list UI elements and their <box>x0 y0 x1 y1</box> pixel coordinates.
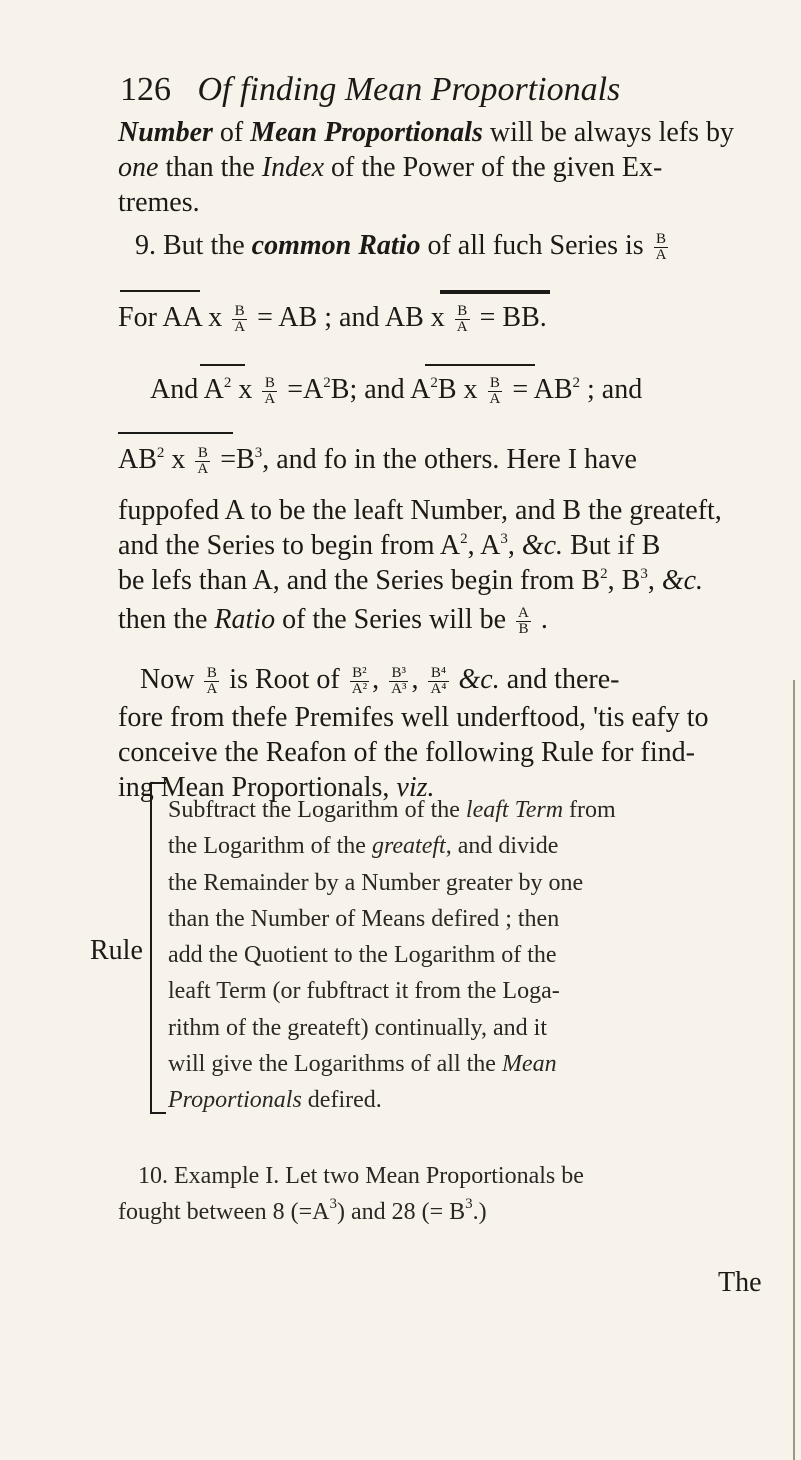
para-10-line-2: fought between 8 $(=A^3)$ and 28 (= $B^3$.) <box>118 1196 487 1225</box>
equation-line-2: And $A^2$ x $\frac{B}{A}$ $=A^2B$; and $A^2B$ x $\frac{B}{A}$ = $AB^2$ ; and <box>150 374 643 408</box>
equation-line-3: $AB^2$ x $\frac{B}{A}$ $=B^3$, and fo in the others. Here I have <box>118 444 637 478</box>
equation-line-1: For AA x $\frac{B}{A}$ = AB ; and AB x $\frac{B}{A}$ = BB. <box>118 302 547 336</box>
term-mean-proportionals: Mean Proportionals <box>250 117 483 148</box>
para-1-line-3: tremes. <box>118 187 200 218</box>
term-index: Index <box>261 152 325 183</box>
term-number: Number <box>118 117 213 148</box>
ratio-fraction: $\frac{B}{A}$ <box>655 231 667 264</box>
body2-line-3: ing Mean Proportionals, viz. <box>118 772 435 803</box>
para-9-lead: 9. But the common Ratio of all fuch Series is $\frac{B}{A}$ <box>135 230 667 264</box>
rule-label: Rule <box>90 935 143 966</box>
term-common-ratio: common Ratio <box>251 230 421 261</box>
root-of-series-line: Now $\frac{B}{A}$ is Root of $\frac{\text{B²}}{\text{A²}}$ , $\frac{\text{B³}}{\text{A³}}$ , $\frac{\text{B⁴}}{\text{A⁴}}$ &c. and there- <box>140 664 620 698</box>
body-line-2: and the Series to begin from $A^2$, $A^3$, &c. But if B <box>118 530 661 561</box>
body-line-4: then the Ratio of the Series will be $\frac{A}{B}$ . <box>118 604 548 638</box>
catchword: The <box>718 1267 762 1298</box>
page-edge <box>793 680 795 1460</box>
running-title: Of finding Mean Proportionals <box>197 71 621 108</box>
body2-line-1: fore from thefe Premifes well underftood, 'tis eafy to <box>118 702 709 733</box>
body-line-1: fuppofed A to be the leaft Number, and B the greateft, <box>118 495 722 526</box>
para-1-line-2: one than the Index of the Power of the given Ex- <box>118 152 663 183</box>
rule-brace <box>150 782 166 1114</box>
para-10-line-1: 10. Example I. Let two Mean Proportionals be <box>138 1163 584 1189</box>
body-line-3: be lefs than A, and the Series begin from $B^2$, $B^3$, &c. <box>118 565 704 596</box>
running-header <box>120 70 620 110</box>
rule-text: Subftract the Logarithm of the leaft Term from the Logarithm of the greateft, and divide the Remainder by a Number greater by one than the Number of Means defired ; then add the Quotient to the Logarithm of the leaft Term (or fubftract it from the Loga- rithm of the greateft) continually, and it will give the Logarithms of all the Mean Proportionals defired. <box>168 797 616 1114</box>
para-1-line-1: Number of Mean Proportionals will be always lefs by <box>118 117 735 148</box>
body2-line-2: conceive the Reafon of the following Rule for find- <box>118 737 695 768</box>
page-number: 126 <box>120 71 171 108</box>
